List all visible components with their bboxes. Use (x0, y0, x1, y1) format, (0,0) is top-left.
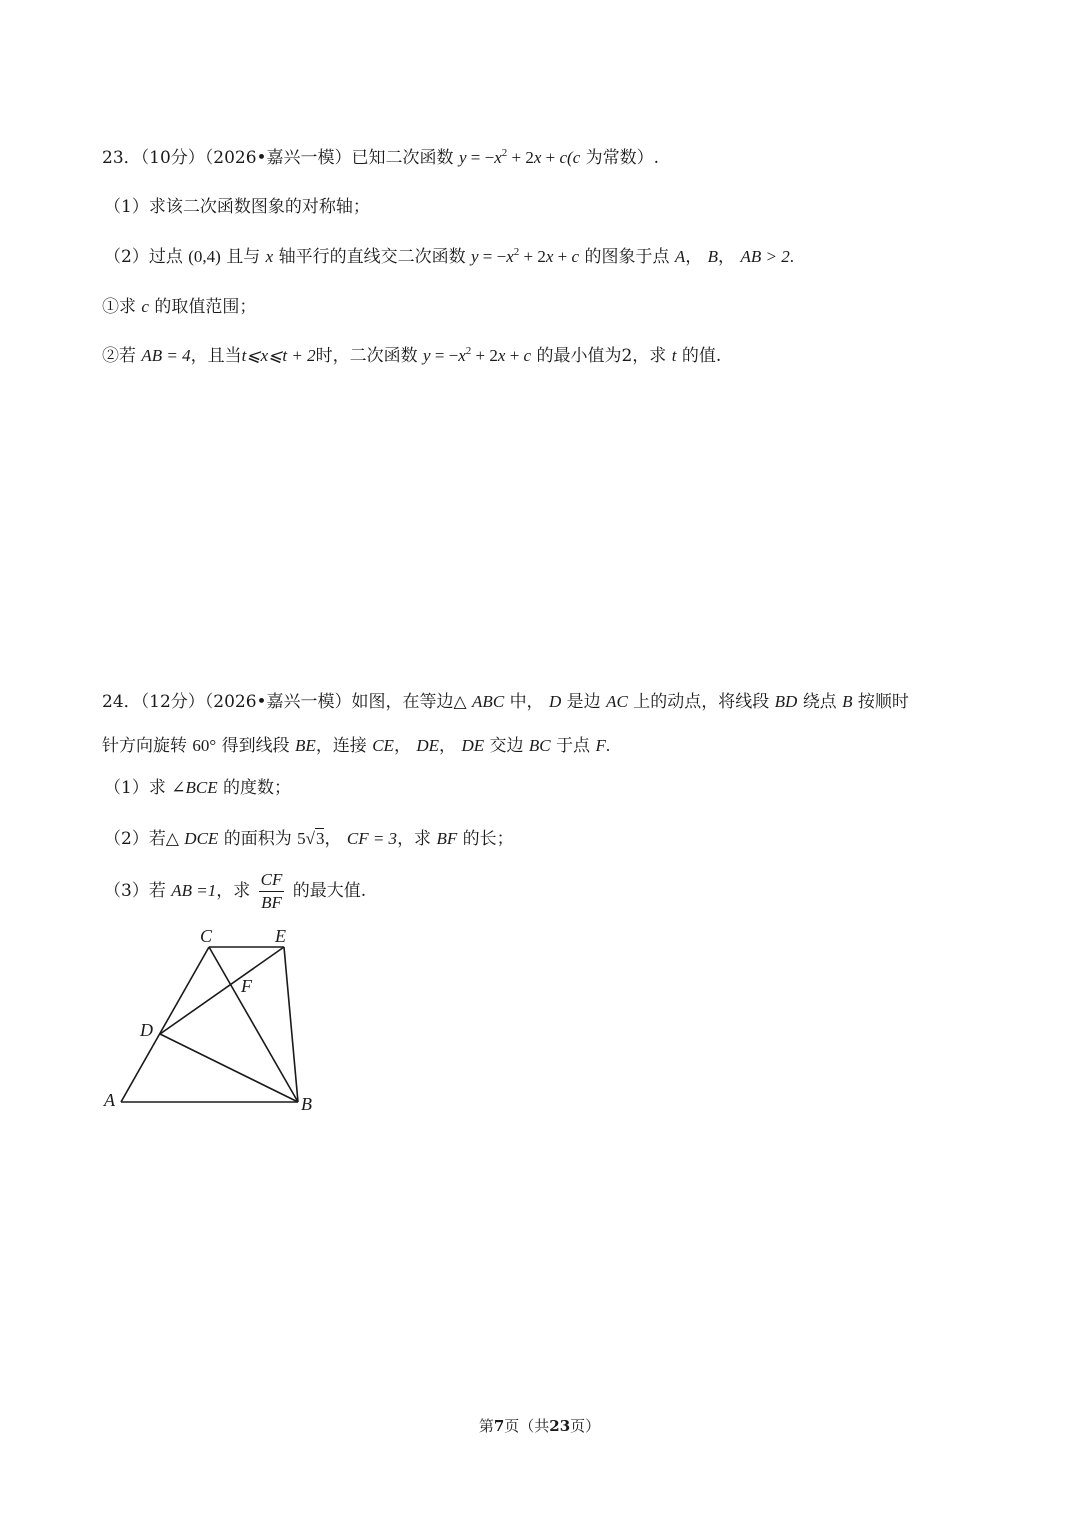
point-D: D (548, 692, 562, 711)
q24-part1 (104, 776, 291, 800)
q24-text: ，连接 (315, 736, 367, 756)
geometry-figure (96, 922, 326, 1118)
math-plus2: + 2 (507, 148, 534, 167)
cf-eq: CF = 3 (346, 829, 398, 848)
q24-p2-text: （2）若△ (104, 829, 179, 849)
q23-s2-range: t⩽x⩽t + 2 (241, 346, 316, 365)
label-d: D (140, 1020, 153, 1040)
q24-text: 中， (509, 692, 544, 712)
q23-s2-text: ②若 (102, 346, 136, 366)
footer-text: 页（共 (504, 1417, 550, 1435)
math-plus: + (505, 346, 524, 365)
q24-p3-text: 的最大值. (292, 881, 367, 901)
tri-abc: ABC (472, 692, 505, 711)
seg-DE: DE (461, 736, 485, 755)
segment-bc (209, 947, 298, 1102)
point-F: F (595, 736, 606, 755)
angle-BCE: ∠BCE (171, 778, 218, 797)
math-x: x (545, 247, 554, 266)
segment-ac (121, 947, 209, 1102)
fraction-cf-bf (259, 869, 285, 914)
label-b: B (301, 1094, 312, 1114)
page-number: 7 (493, 1417, 505, 1435)
seg-BE: BE (295, 736, 316, 755)
math-eq: = − (430, 346, 459, 365)
q23-sub1 (102, 295, 256, 319)
q24-p3-text: ，求 (216, 881, 251, 901)
ab-eq: AB =1 (171, 881, 217, 900)
math-c: c (141, 297, 149, 316)
seg-CE: CE (372, 736, 394, 755)
q24-text: 交边 (489, 736, 524, 756)
q24-header: 24．（12分）（2026•嘉兴一模）如图，在等边△ (102, 692, 467, 712)
q24-text: 上的动点，将线段 (633, 692, 770, 712)
math-y: y (458, 148, 467, 167)
q24-text: 于点 (556, 736, 591, 756)
q23-s1-text: 的取值范围； (154, 297, 257, 317)
q23-p2-text: （2）过点 (104, 247, 183, 267)
q23-s2-text: ，且当 (190, 346, 242, 366)
footer-text: 页） (570, 1417, 601, 1435)
q24-text: 按顺时 (857, 692, 909, 712)
q24-text: 得到线段 (221, 736, 290, 756)
q24-text: 是边 (566, 692, 601, 712)
segment-de (160, 947, 284, 1034)
segment-bd (160, 1034, 298, 1102)
q24-text: 针方向旋转 (102, 736, 187, 756)
math-plus2: + 2 (519, 247, 546, 266)
math-c: c (571, 247, 580, 266)
q23-p2-condition: AB > 2 (740, 247, 790, 266)
fraction-numerator: CF (259, 869, 285, 892)
q24-p2-text: 的面积为 (223, 829, 292, 849)
math-plus: + (553, 247, 572, 266)
q23-p2-point: (0,4) (188, 247, 221, 266)
q23-s2-text: 的最小值为2，求 (536, 346, 667, 366)
q24-p1-text: 的度数； (223, 778, 291, 798)
math-x: x (458, 346, 466, 365)
sep: ， (324, 829, 342, 849)
q23-p2-text: 且与 (226, 247, 261, 267)
q24-part3 (104, 868, 366, 914)
q23-sub2 (102, 344, 721, 368)
math-exp: 2 (465, 345, 472, 357)
q24-part2: （2）若△ DCE 的面积为 5√3， CF = 3，求 BF 的长； (104, 829, 514, 849)
math-eq: = − (478, 247, 507, 266)
math-plus2: + 2 (471, 346, 498, 365)
q23-part1-text: （1）求该二次函数图象的对称轴； (104, 197, 370, 217)
q24-header-line (102, 690, 909, 714)
math-exp: 2 (501, 147, 508, 159)
math-x: x (497, 346, 506, 365)
point-B: B (842, 692, 853, 711)
area-coef: 5 (297, 829, 306, 848)
q23-header: 23．（10分）（2026•嘉兴一模）已知二次函数 (102, 148, 454, 168)
math-plus: + (541, 148, 560, 167)
label-f: F (241, 976, 252, 996)
angle-60: 60° (192, 736, 217, 755)
math-c: c (523, 346, 532, 365)
math-eq: = − (466, 148, 495, 167)
sep: ， (393, 736, 411, 756)
tri-dce: DCE (184, 829, 219, 848)
q23-part1 (104, 195, 370, 219)
q24-line2: 针方向旋转 60° 得到线段 BE，连接 CE， DE， DE 交边 BC 于点 F. (102, 736, 611, 756)
area-radicand: 3 (315, 829, 325, 848)
q23-s2-ab: AB = 4 (141, 346, 191, 365)
sep: ， (718, 247, 736, 267)
q23-part2: （2）过点 (0,4) 且与 x 轴平行的直线交二次函数 $y = -x^2 + 2x + c$ 的图象于点 A， B， AB > 2. (104, 246, 794, 267)
q24-p3-text: （3）若 (104, 881, 166, 901)
label-a: A (104, 1090, 115, 1110)
math-y: y (470, 247, 479, 266)
segment-be (284, 947, 298, 1102)
math-exp: 2 (513, 246, 520, 258)
q23-func-tail: 为常数）. (585, 148, 660, 168)
q23-s2-text: 时，二次函数 (315, 346, 418, 366)
footer-text: 第 (478, 1417, 494, 1435)
seg-AC: AC (606, 692, 628, 711)
math-c: c (559, 148, 568, 167)
q24-text: 绕点 (802, 692, 837, 712)
q23-p2-text: 轴平行的直线交二次函数 (278, 247, 466, 267)
sep: ， (439, 736, 457, 756)
label-e: E (275, 926, 286, 946)
q23-p2-text: 的图象于点 (584, 247, 670, 267)
math-x: x (506, 247, 514, 266)
label-c: C (200, 926, 213, 946)
point-A: A (674, 247, 686, 266)
q24-p2-text: 的长； (462, 829, 514, 849)
seg-BF: BF (436, 829, 458, 848)
fraction-denominator: BF (261, 893, 282, 912)
q24-p1-text: （1）求 (104, 778, 166, 798)
q23-s2-text: 的值. (681, 346, 722, 366)
page-total: 23 (549, 1417, 571, 1435)
math-x: x (265, 247, 274, 266)
point-B: B (707, 247, 719, 266)
q24-p2-text: ，求 (397, 829, 432, 849)
math-x: x (494, 148, 502, 167)
page-footer (0, 1415, 1079, 1436)
math-x: x (533, 148, 542, 167)
seg-DE: DE (416, 736, 440, 755)
q23-header-line (102, 146, 659, 170)
seg-BC: BC (528, 736, 551, 755)
sep: ， (685, 247, 703, 267)
math-y: y (423, 346, 431, 365)
q23-s1-text: ①求 (102, 297, 136, 317)
math-paren-c: (c (567, 148, 581, 167)
math-t: t (671, 346, 677, 365)
seg-BD: BD (774, 692, 798, 711)
